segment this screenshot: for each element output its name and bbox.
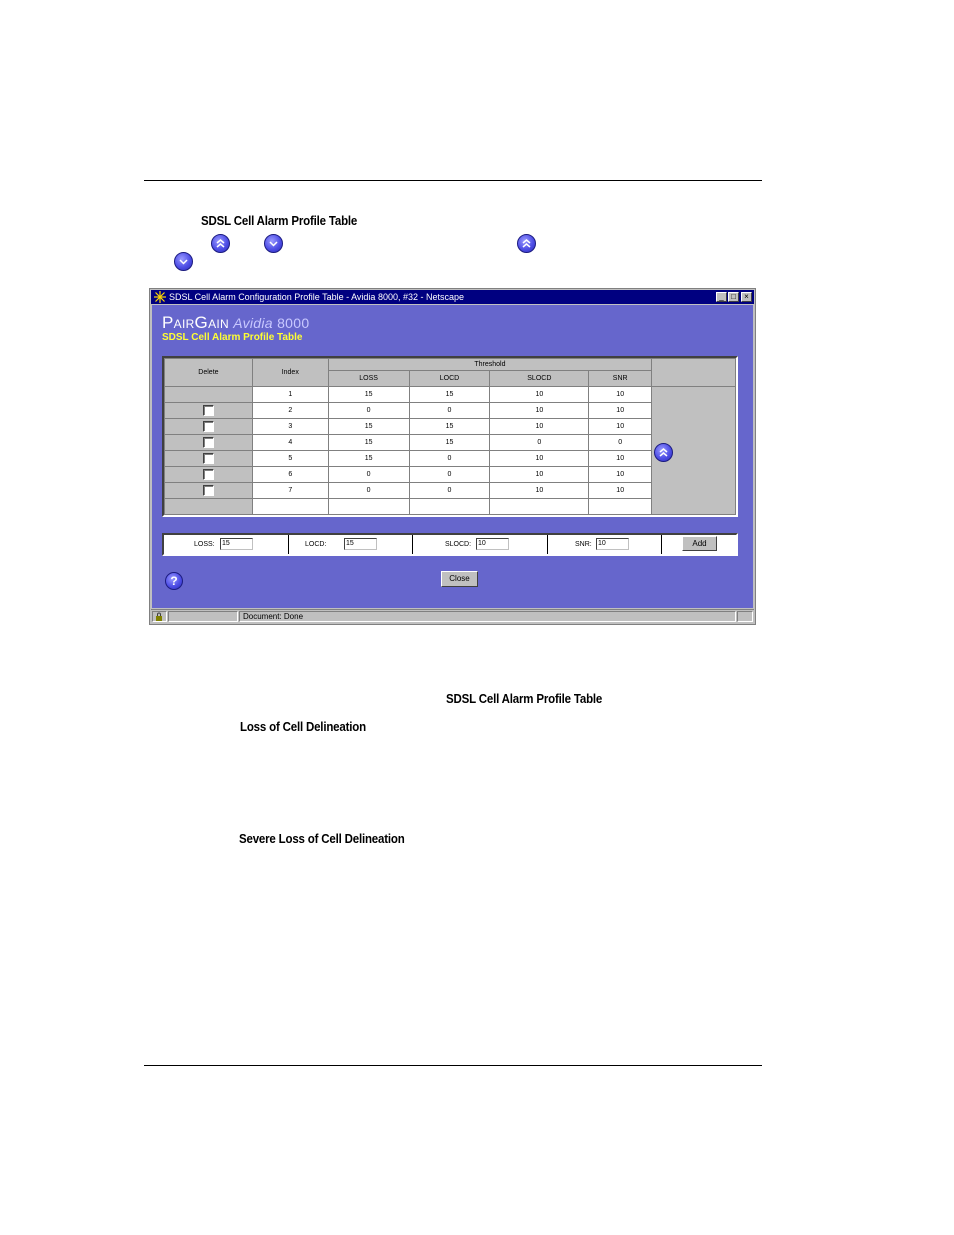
delete-cell bbox=[165, 451, 253, 467]
table-row bbox=[165, 483, 736, 499]
delete-cell-empty bbox=[165, 387, 253, 403]
delete-checkbox[interactable] bbox=[203, 421, 214, 432]
slocd-label: SLOCD: bbox=[445, 541, 472, 548]
minimize-button[interactable]: _ bbox=[716, 292, 727, 302]
header-snr: SNR bbox=[589, 371, 652, 387]
scroll-down-icon bbox=[264, 234, 283, 253]
cell-slocd: 10 bbox=[490, 403, 589, 419]
cell-locd: 0 bbox=[409, 451, 490, 467]
cell-locd: 15 bbox=[409, 435, 490, 451]
delete-checkbox[interactable] bbox=[203, 437, 214, 448]
cell-index: 5 bbox=[252, 451, 328, 467]
slocd-input[interactable]: 10 bbox=[476, 538, 509, 550]
cell-slocd: 10 bbox=[490, 387, 589, 403]
cell-empty bbox=[409, 499, 490, 515]
netscape-star-icon bbox=[154, 291, 166, 303]
cell-slocd: 0 bbox=[490, 435, 589, 451]
loss-input[interactable]: 15 bbox=[220, 538, 253, 550]
page-subtitle: SDSL Cell Alarm Profile Table bbox=[162, 332, 303, 343]
cell-snr: 10 bbox=[589, 483, 652, 499]
status-text: Document: Done bbox=[239, 611, 736, 622]
top-rule bbox=[144, 180, 762, 181]
term-locd: Loss of Cell Delineation bbox=[240, 720, 366, 734]
delete-checkbox[interactable] bbox=[203, 485, 214, 496]
header-slocd: SLOCD bbox=[490, 371, 589, 387]
table-row bbox=[165, 435, 736, 451]
cell-locd: 0 bbox=[409, 403, 490, 419]
cell-snr: 10 bbox=[589, 419, 652, 435]
cell-snr: 0 bbox=[589, 435, 652, 451]
cell-locd: 0 bbox=[409, 483, 490, 499]
locd-label: LOCD: bbox=[305, 541, 327, 548]
table-row bbox=[165, 419, 736, 435]
loss-cell bbox=[164, 535, 289, 554]
add-button[interactable]: Add bbox=[682, 536, 717, 551]
cell-loss: 15 bbox=[328, 419, 409, 435]
table-row bbox=[165, 387, 736, 403]
delete-checkbox[interactable] bbox=[203, 469, 214, 480]
cell-snr: 10 bbox=[589, 403, 652, 419]
delete-cell bbox=[165, 419, 253, 435]
cell-loss: 0 bbox=[328, 403, 409, 419]
term-slocd: Severe Loss of Cell Delineation bbox=[239, 832, 405, 846]
add-profile-form bbox=[162, 533, 738, 556]
table-row bbox=[165, 467, 736, 483]
cell-slocd: 10 bbox=[490, 467, 589, 483]
profile-table-frame bbox=[162, 356, 738, 517]
product-name: Avidia bbox=[233, 315, 273, 331]
profile-table bbox=[164, 358, 736, 515]
cell-index: 4 bbox=[252, 435, 328, 451]
intro-heading: SDSL Cell Alarm Profile Table bbox=[201, 214, 358, 228]
cell-loss: 0 bbox=[328, 467, 409, 483]
header-index: Index bbox=[252, 359, 328, 387]
cell-index: 2 bbox=[252, 403, 328, 419]
cell-loss: 15 bbox=[328, 387, 409, 403]
header-loss: LOSS bbox=[328, 371, 409, 387]
locd-cell bbox=[288, 535, 413, 554]
cell-index: 3 bbox=[252, 419, 328, 435]
loss-label: LOSS: bbox=[194, 541, 215, 548]
cell-snr: 10 bbox=[589, 387, 652, 403]
header-locd: LOCD bbox=[409, 371, 490, 387]
status-bar bbox=[151, 609, 754, 624]
cell-index: 1 bbox=[252, 387, 328, 403]
cell-locd: 0 bbox=[409, 467, 490, 483]
table-row-empty bbox=[165, 499, 736, 515]
resize-grip[interactable] bbox=[737, 611, 753, 622]
close-button[interactable]: Close bbox=[441, 571, 478, 587]
snr-input[interactable]: 10 bbox=[596, 538, 629, 550]
scroll-up-icon bbox=[211, 234, 230, 253]
cell-slocd: 10 bbox=[490, 419, 589, 435]
help-button[interactable]: ? bbox=[165, 572, 183, 590]
cell-loss: 15 bbox=[328, 435, 409, 451]
table-row bbox=[165, 451, 736, 467]
delete-cell bbox=[165, 467, 253, 483]
cell-locd: 15 bbox=[409, 387, 490, 403]
padlock-icon[interactable] bbox=[152, 611, 167, 622]
table-row bbox=[165, 403, 736, 419]
cell-empty bbox=[490, 499, 589, 515]
cell-empty bbox=[328, 499, 409, 515]
cell-snr: 10 bbox=[589, 467, 652, 483]
mid-heading: SDSL Cell Alarm Profile Table bbox=[446, 692, 603, 706]
bottom-rule bbox=[144, 1065, 762, 1066]
cell-loss: 15 bbox=[328, 451, 409, 467]
pairgain-logo: PAIRGAIN Avidia 8000 bbox=[162, 313, 310, 332]
scroll-up-icon bbox=[517, 234, 536, 253]
close-window-button[interactable]: × bbox=[741, 292, 752, 302]
cell-index: 6 bbox=[252, 467, 328, 483]
cell-snr: 10 bbox=[589, 451, 652, 467]
browser-window bbox=[149, 288, 756, 625]
cell-slocd: 10 bbox=[490, 451, 589, 467]
cell-slocd: 10 bbox=[490, 483, 589, 499]
cell-locd: 15 bbox=[409, 419, 490, 435]
cell-loss: 0 bbox=[328, 483, 409, 499]
progress-section bbox=[168, 611, 238, 622]
product-model: 8000 bbox=[277, 315, 310, 331]
maximize-button[interactable]: □ bbox=[728, 292, 739, 302]
delete-checkbox[interactable] bbox=[203, 405, 214, 416]
header-threshold: Threshold bbox=[328, 359, 651, 371]
scroll-column bbox=[652, 387, 736, 515]
snr-cell bbox=[547, 535, 662, 554]
scroll-up-button[interactable] bbox=[654, 443, 673, 462]
header-delete: Delete bbox=[165, 359, 253, 387]
snr-label: SNR: bbox=[575, 541, 592, 548]
title-bar bbox=[151, 290, 754, 304]
delete-checkbox[interactable] bbox=[203, 453, 214, 464]
page-content bbox=[152, 305, 753, 608]
header-spacer bbox=[652, 359, 736, 387]
delete-cell-empty bbox=[165, 499, 253, 515]
delete-cell bbox=[165, 403, 253, 419]
delete-cell bbox=[165, 435, 253, 451]
delete-cell bbox=[165, 483, 253, 499]
slocd-cell bbox=[412, 535, 548, 554]
cell-index: 7 bbox=[252, 483, 328, 499]
cell-empty bbox=[589, 499, 652, 515]
cell-empty bbox=[252, 499, 328, 515]
scroll-down-icon bbox=[174, 252, 193, 271]
window-title: SDSL Cell Alarm Configuration Profile Table - Avidia 8000, #32 - Netscape bbox=[169, 292, 464, 302]
locd-input[interactable]: 15 bbox=[344, 538, 377, 550]
